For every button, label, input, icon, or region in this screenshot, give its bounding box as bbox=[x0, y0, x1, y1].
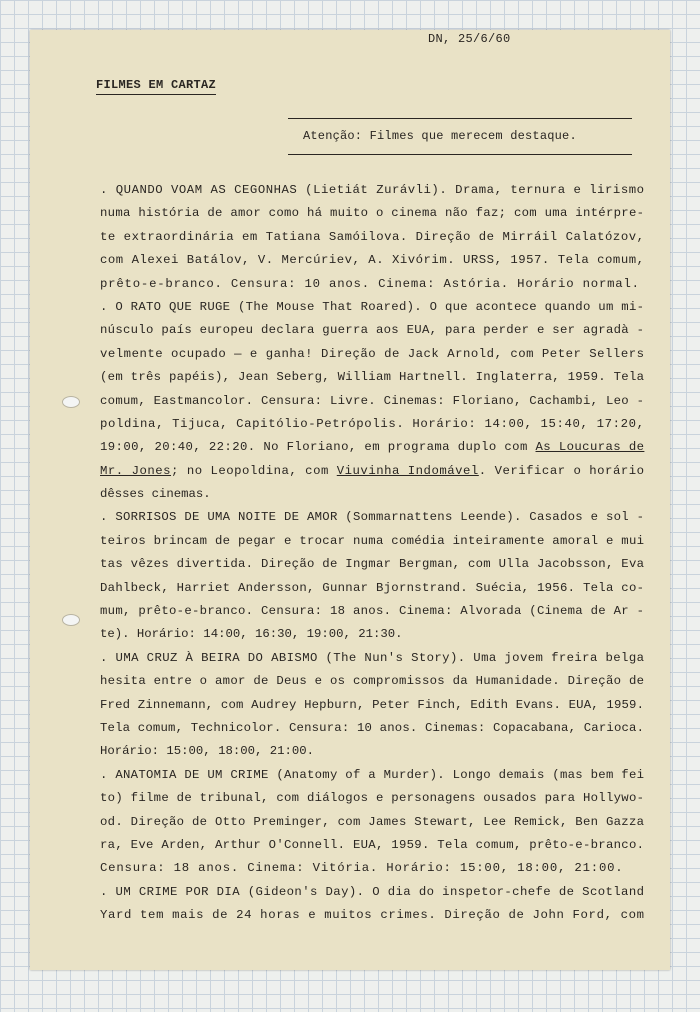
text-line: te). Horário: 14:00, 16:30, 19:00, 21:30. bbox=[100, 627, 403, 642]
text-line: . SORRISOS DE UMA NOITE DE AMOR (Sommarnattens Leende). Casados e sol - bbox=[100, 510, 645, 525]
text-line: od. Direção de Otto Preminger, com James Stewart, Lee Remick, Ben Gazza bbox=[100, 814, 645, 829]
text-line: Tela comum, Technicolor. Censura: 10 anos. Cinemas: Copacabana, Carioca. bbox=[100, 720, 645, 735]
text-line: Horário: 15:00, 18:00, 21:00. bbox=[100, 744, 315, 759]
attention-note: Atenção: Filmes que merecem destaque. bbox=[303, 129, 577, 143]
text-line: . UMA CRUZ À BEIRA DO ABISMO (The Nun's Story). Uma jovem freira belga bbox=[100, 650, 645, 665]
text-line: te extraordinária em Tatiana Samóilova. Direção de Mirráil Calatózov, bbox=[100, 229, 645, 244]
section-title: FILMES EM CARTAZ bbox=[96, 78, 216, 95]
bottom-rule bbox=[288, 154, 632, 155]
top-rule bbox=[288, 118, 632, 119]
text-line: . UM CRIME POR DIA (Gideon's Day). O dia do inspetor-chefe de Scotland bbox=[100, 884, 645, 899]
text-line: hesita entre o amor de Deus e os compromissos da Humanidade. Direção de bbox=[100, 674, 645, 689]
text-line: dêsses cinemas. bbox=[100, 487, 211, 502]
text-line: Fred Zinnemann, com Audrey Hepburn, Peter Finch, Edith Evans. EUA, 1959. bbox=[100, 697, 645, 712]
text-line: Dahlbeck, Harriet Andersson, Gunnar Bjornstrand. Suécia, 1956. Tela co- bbox=[100, 580, 645, 595]
text-line: to) filme de tribunal, com diálogos e personagens ousados para Hollywo- bbox=[100, 791, 645, 806]
text-line: . O RATO QUE RUGE (The Mouse That Roared). O que acontece quando um mi- bbox=[100, 299, 645, 314]
typed-page bbox=[30, 30, 670, 970]
text-line: 19:00, 20:40, 22:20. No Floriano, em programa duplo com As Loucuras de bbox=[100, 440, 645, 455]
text-line: (em três papéis), Jean Seberg, William Hartnell. Inglaterra, 1959. Tela bbox=[100, 370, 645, 385]
text-line: Mr. Jones; no Leopoldina, com Viuvinha Indomável. Verificar o horário bbox=[100, 463, 645, 478]
text-line: Yard tem mais de 24 horas e muitos crimes. Direção de John Ford, com bbox=[100, 908, 645, 923]
text-line: numa história de amor como há muito o cinema não faz; com uma intérpre- bbox=[100, 206, 645, 221]
text-line: . QUANDO VOAM AS CEGONHAS (Lietiát Zurávli). Drama, ternura e lirismo bbox=[100, 183, 645, 197]
punch-hole-lower bbox=[62, 614, 80, 626]
text-line: núsculo país europeu declara guerra aos EUA, para perder e ser agradà - bbox=[100, 323, 645, 338]
text-line: tas vêzes divertida. Direção de Ingmar Bergman, com Ulla Jacobsson, Eva bbox=[100, 557, 645, 572]
text-line: comum, Eastmancolor. Censura: Livre. Cinemas: Floriano, Cachambi, Leo - bbox=[100, 393, 645, 408]
text-line: com Alexei Batálov, V. Mercúriev, A. Xivórim. URSS, 1957. Tela comum, bbox=[100, 253, 645, 268]
punch-hole-upper bbox=[62, 396, 80, 408]
text-line: . ANATOMIA DE UM CRIME (Anatomy of a Murder). Longo demais (mas bem fei bbox=[100, 767, 645, 782]
text-line: teiros brincam de pegar e trocar numa comédia inteiramente amoral e mui bbox=[100, 533, 645, 548]
text-line: mum, prêto-e-branco. Censura: 18 anos. Cinema: Alvorada (Cinema de Ar - bbox=[100, 604, 645, 619]
text-line: Censura: 18 anos. Cinema: Vitória. Horário: 15:00, 18:00, 21:00. bbox=[100, 861, 624, 876]
text-line: velmente ocupado — e ganha! Direção de Jack Arnold, com Peter Sellers bbox=[100, 346, 645, 361]
text-line: poldina, Tijuca, Capitólio-Petrópolis. Horário: 14:00, 15:40, 17:20, bbox=[100, 416, 645, 431]
film-listings bbox=[100, 179, 644, 928]
text-line: prêto-e-branco. Censura: 10 anos. Cinema: Astória. Horário normal. bbox=[100, 276, 640, 291]
date-stamp: DN, 25/6/60 bbox=[428, 32, 511, 46]
text-line: ra, Eve Arden, Arthur O'Connell. EUA, 1959. Tela comum, prêto-e-branco. bbox=[100, 837, 645, 852]
